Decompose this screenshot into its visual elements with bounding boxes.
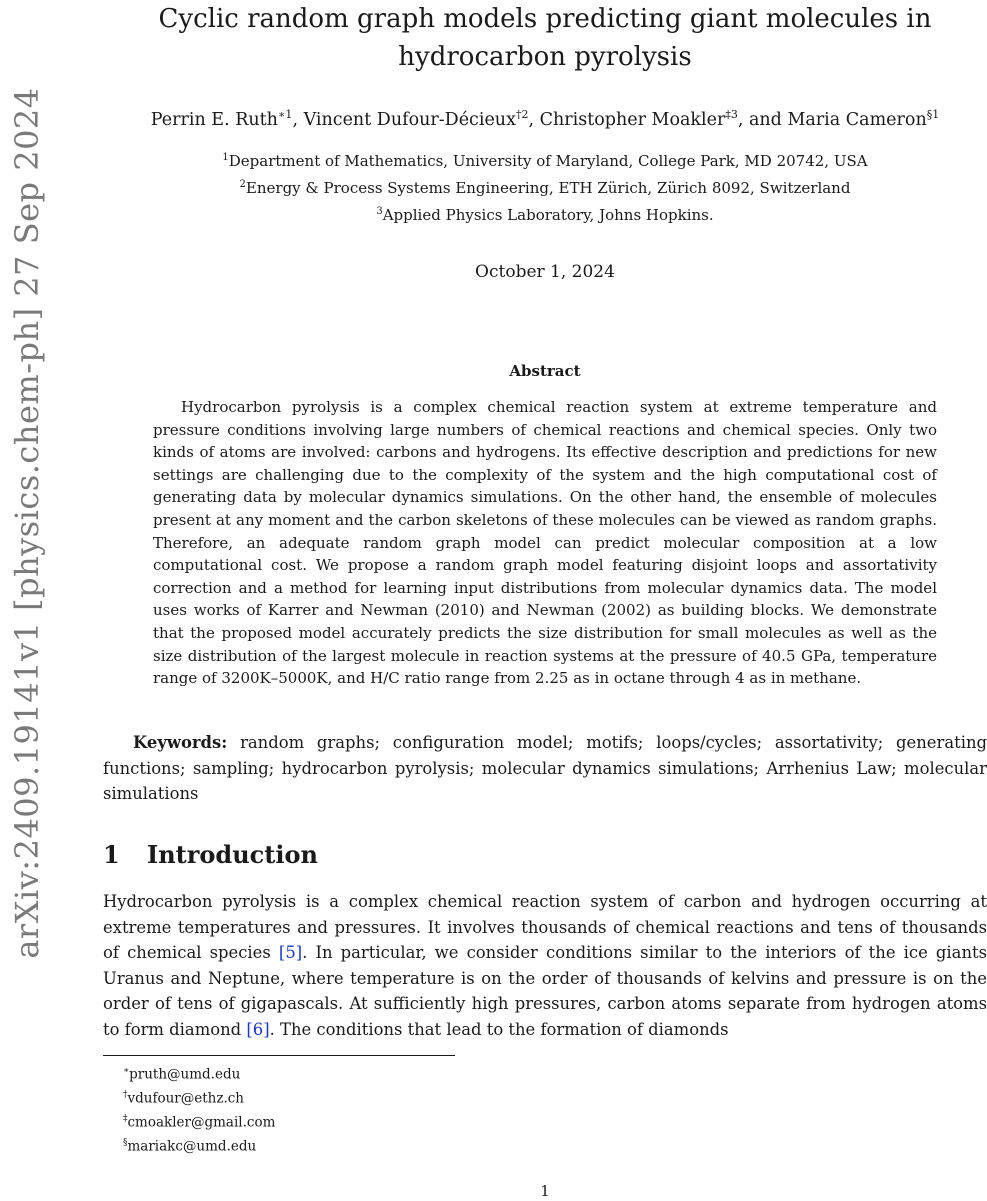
footnote-mark: † <box>123 1090 128 1100</box>
citation-link[interactable]: [6] <box>246 1019 270 1039</box>
paper-title-line-1: Cyclic random graph models predicting giant molecules in <box>158 4 932 34</box>
paper-title-line-2: hydrocarbon pyrolysis <box>398 42 692 72</box>
affiliation-text: Department of Mathematics, University of Maryland, College Park, MD 20742, USA <box>228 152 868 170</box>
affiliation <box>105 173 985 200</box>
footnote <box>123 1109 523 1133</box>
footnote <box>123 1061 523 1085</box>
abstract-text: Hydrocarbon pyrolysis is a complex chemical reaction system at extreme temperature and pressure conditions involving large numbers of chemical reactions and chemical species. Only two kinds of atoms are involved: carbons and hydrogens. Its effective description and predictions for new settings are challenging due to the complexity of the system and the high computational cost of generating data by molecular dynamics simulations. On the other hand, the ensemble of molecules present at any moment and the carbon skeletons of these molecules can be viewed as random graphs. Therefore, an adequate random graph model can predict molecular composition at a low computational cost. We propose a random graph model featuring disjoint loops and assortativity correction and a method for learning input distributions from molecular dynamics data. The model uses works of Karrer and Newman (2010) and Newman (2002) as building blocks. We demonstrate that the proposed model accurately predicts the size distribution for small molecules as well as the size distribution of the largest molecule in reaction systems at the pressure of 40.5 GPa, temperature range of 3200K–5000K, and H/C ratio range from 2.25 as in octane through 4 as in methane. <box>153 398 937 688</box>
author-marks: ‡3 <box>725 108 738 121</box>
author-marks: †2 <box>515 108 529 121</box>
affiliation-text: Applied Physics Laboratory, Johns Hopkins. <box>382 206 714 224</box>
introduction-paragraph <box>103 889 987 1042</box>
publication-date: October 1, 2024 <box>475 262 615 282</box>
citation-link[interactable]: [5] <box>278 943 303 962</box>
author-marks: ∗1 <box>277 108 293 121</box>
author-list <box>105 103 985 132</box>
footnote-mark: § <box>123 1138 128 1148</box>
affiliation-text: Energy & Process Systems Engineering, ETH Zürich, Zürich 8092, Switzerland <box>245 179 851 197</box>
arxiv-identifier-stamp: arXiv:2409.19141v1 [physics.chem-ph] 27 Sep 2024 <box>8 87 46 959</box>
author-name: Christopher Moakler <box>539 109 726 130</box>
paper-title <box>105 0 985 76</box>
author-marks: §1 <box>926 108 940 121</box>
footnote-mark: ∗ <box>123 1066 130 1076</box>
author-separator: , <box>528 109 540 130</box>
intro-text: . In particular, we consider conditions similar to the interiors of the ice giants Uranus and Neptune, where temperature is on the order of thousands of kelvins and pressure is on the order of tens of gigapascals. At sufficiently high pressures, carbon atoms separate from hydrogen atoms to form diamond <box>103 943 987 1039</box>
author-name: Vincent Dufour-Décieux <box>303 109 516 130</box>
section-number: 1 <box>103 840 120 869</box>
keywords-paragraph <box>103 730 987 807</box>
author-name: Perrin E. Ruth <box>150 109 278 130</box>
footnote <box>123 1085 523 1109</box>
affiliation <box>105 146 985 173</box>
affiliation-list <box>105 146 985 227</box>
footnote-email: pruth@umd.edu <box>129 1066 241 1083</box>
author-separator: , and <box>737 109 788 130</box>
abstract-heading: Abstract <box>509 362 581 380</box>
intro-text: Hydrocarbon pyrolysis is a complex chemical reaction system of carbon and hydrogen occurring at extreme temperatures and pressures. It involves thousands of chemical reactions and tens of thousands of chemical species <box>103 892 987 962</box>
footnote-mark: ‡ <box>123 1114 128 1124</box>
footnote <box>123 1133 523 1157</box>
footnote-email: cmoakler@gmail.com <box>127 1114 276 1131</box>
affiliation-mark: 1 <box>222 152 229 163</box>
keywords-text: random graphs; configuration model; motifs; loops/cycles; assortativity; generating functions; sampling; hydrocarbon pyrolysis; molecular dynamics simulations; Arrhenius Law; molecular simulations <box>103 733 987 803</box>
section-title-text: Introduction <box>147 840 318 869</box>
affiliation-mark: 3 <box>376 206 383 217</box>
footnote-email: vdufour@ethz.ch <box>127 1090 245 1107</box>
footnote-divider <box>103 1055 455 1056</box>
affiliation-mark: 2 <box>239 179 246 190</box>
affiliation <box>105 200 985 227</box>
footnote-list <box>123 1061 523 1157</box>
author-separator: , <box>292 109 304 130</box>
page-number: 1 <box>540 1182 550 1200</box>
keywords-label: Keywords: <box>133 733 228 752</box>
section-heading <box>103 838 703 872</box>
footnote-email: mariakc@umd.edu <box>127 1138 257 1155</box>
intro-text: . The conditions that lead to the formation of diamonds <box>269 1019 729 1039</box>
author-name: Maria Cameron <box>787 109 927 130</box>
